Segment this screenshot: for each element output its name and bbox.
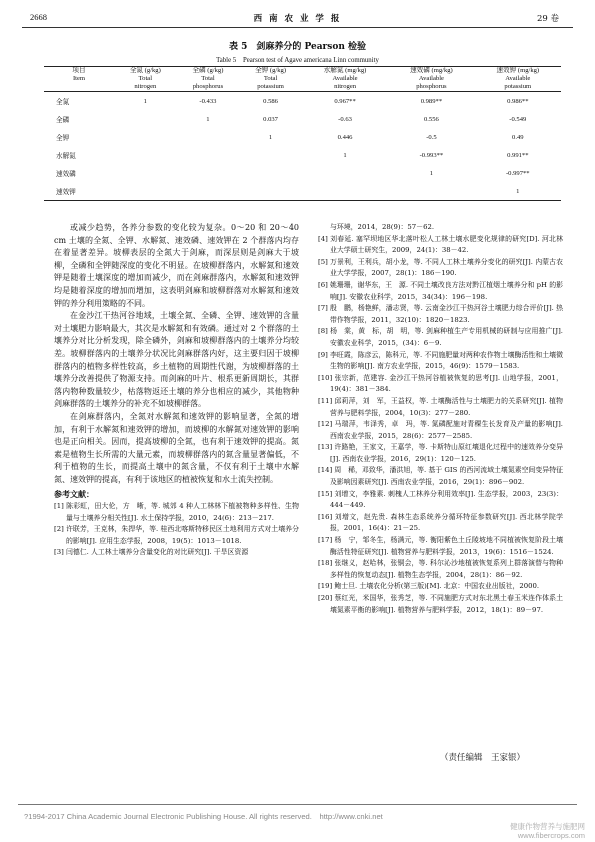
reference-item: [13] 许路艳，王家文，王嘉学，等. 卡斯特山原红壤退化过程中的速效养分变异[J]. 西南农业学报，2016，29(1)：120－125. — [318, 443, 563, 463]
table-cell: 0.989** — [420, 97, 443, 105]
table-header-cell: Total — [201, 75, 215, 82]
table-cell: 1 — [143, 97, 147, 105]
table-cell — [239, 182, 302, 201]
table-header-cell: nitrogen — [302, 83, 388, 92]
reference-item: [4] 刘春延. 塞罕坝地区华北落叶松人工林土壤水肥变化规律的研究[D]. 河北林业大学硕士研究生，2009，24(1)：38－42. — [318, 234, 563, 255]
reference-item: [20] 蔡红光，米国华，张秀芝，等. 不同施肥方式对东北黑土春玉米连作体系土壤氮素平衡的影响[J]. 植物营养与肥料学报，2012，18(1)：89－97. — [318, 594, 563, 614]
table-cell: -0.993** — [419, 151, 444, 159]
table-header-cell — [44, 83, 114, 92]
table-row — [44, 164, 561, 182]
table-cell — [239, 164, 302, 182]
volume-label: 29 卷 — [536, 14, 559, 24]
reference-item: [16] 刘增文，赵先贵. 森林生态系统养分循环特征参数研究[J]. 西北林学院学报，2001，16(4)：21－25. — [318, 512, 563, 533]
reference-item: [5] 万景利，王利兵，胡小龙，等. 不同人工林土壤养分变化的研究[J]. 内蒙古农业大学学报，2007，28(1)：186－190. — [318, 257, 563, 278]
table-header-cell: potassium — [475, 83, 561, 92]
table-cell — [114, 182, 177, 201]
copyright-footer: ?1994-2017 China Academic Journal Electronic Publishing House. All rights reserved. http://www.cnki.net — [24, 812, 383, 821]
table-cell: 1 — [268, 133, 273, 141]
table-header-cell: 速效磷 (mg/kg) — [388, 67, 474, 76]
table-header-cell: 全磷 (g/kg) — [177, 67, 240, 76]
table-row — [44, 182, 561, 201]
row-label: 速效钾 — [44, 182, 114, 201]
reference-item: [7] 殷 鹏，杨艳鲜，潘志贤，等. 云南金沙江干热河谷土壤肥力综合评价[J]. 热带作物学报，2011，32(10)：1820－1823. — [318, 304, 563, 324]
table-cell: 0.986** — [507, 97, 529, 105]
table-header-cell: phosphorus — [388, 83, 474, 92]
right-column — [318, 222, 563, 616]
row-label: 全氮 — [56, 99, 70, 106]
table-row — [44, 146, 561, 164]
table-cell: -0.433 — [199, 97, 217, 105]
reference-item: [10] 张宗新，范建容. 金沙江干热河谷植被恢复的思考[J]. 山地学报，2001，19(4)：381－384. — [318, 373, 563, 394]
table-cell: 1 — [206, 115, 210, 123]
row-label: 全磷 — [56, 117, 70, 124]
reference-item: [8] 杨 棠，黄 标，胡 明，等. 剑麻种植生产专用机械的研制与应用推广[J]. 安徽农业科学，2015，(34)：6－9. — [318, 327, 563, 347]
table-caption-en: Table 5 Pearson test of Agave americana Linn community — [216, 57, 379, 64]
reference-item: 与环境，2014，28(9)：57－62. — [330, 223, 435, 231]
reference-item: [1] 陈彩虹，田大伦，方 晰，等. 城郊 4 种人工林林下植被物种多样性、生物量与土壤养分相关性[J]. 水土保持学报，2010，24(6)：213－217. — [54, 502, 299, 522]
left-column — [54, 222, 299, 559]
responsible-editor: （责任编辑 王家银） — [439, 753, 525, 763]
reference-item: [17] 杨 宁，邹冬生，杨满元，等. 衡阳紫色土丘陵坡地不同植被恢复阶段土壤酶活性特征研究[J]. 植物营养与肥料学报，2013，19(6)：1516－1524. — [318, 536, 563, 556]
table-cell: -0.63 — [338, 115, 352, 123]
table-cell: 1 — [343, 151, 347, 159]
watermark-line: 健康作物营养与施肥网 — [510, 822, 585, 831]
table-header-cell: 水解氮 (mg/kg) — [302, 67, 388, 76]
reference-item: [12] 马瑞萍，韦泽秀，卓 玛，等. 氮磷配施对青稞生长发育及产量的影响[J]. 西南农业学报，2015，28(6)：2577－2585. — [318, 420, 563, 440]
table-cell — [114, 128, 177, 146]
table-cell: 0.49 — [512, 133, 524, 141]
table-row — [44, 128, 561, 146]
reference-item: [14] 周 稀，邓致华，潘洪旭，等. 基于 GIS 的西河流域土壤氮素空间变异特征及影响因素研究[J]. 西南农业学报，2016，29(1)：896－902. — [318, 466, 563, 487]
table-cell — [114, 110, 177, 128]
table-cell: 0.446 — [337, 133, 353, 141]
body-paragraph: 在剑麻群落内，全氮对水解氮和速效钾的影响显著，全氮的增加，有利于水解氮和速效钾的增加，而坡柳的水解氮对速效钾的影响也是正向相关。因而，提高坡柳的全氮，也有利于速效钾的提高。氮素是植物生长所需的大量元素，而坡柳群落内的氮含量显著偏低，不利于植物的生长，而提高土壤中的氮含量，不仅有利于土壤中水解氮、速效钾的提高，有利于该地区的植被恢复和水土流失控制。 — [54, 411, 299, 484]
journal-name: 西 南 农 业 学 报 — [253, 14, 342, 24]
table-cell: 0.586 — [263, 97, 278, 105]
row-label: 水解氮 — [56, 153, 76, 160]
reference-item: [3] 闫德仁. 人工林土壤养分含量变化的对比研究[J]. 干旱区资源 — [54, 548, 249, 557]
table-header-cell: potassium — [239, 83, 302, 92]
table-header-cell: 全氮 (g/kg) — [114, 67, 177, 76]
footer-rule — [18, 804, 577, 805]
table-header-cell: Item — [72, 75, 86, 82]
table-cell: -0.549 — [509, 115, 527, 123]
reference-item: [19] 鲍士旦. 土壤农化分析(第三版)[M]. 北京：中国农业出版社，2000. — [318, 582, 540, 591]
pearson-table — [44, 66, 561, 201]
table-header-cell: Available — [418, 75, 444, 82]
reference-item: [15] 刘增文，李雅素. 刺槐人工林养分利用效率[J]. 生态学报，2003，23(3)：444－449. — [318, 489, 563, 510]
table-header-cell: 项目 — [44, 67, 114, 76]
row-label: 速效磷 — [56, 171, 76, 178]
row-label: 全钾 — [56, 135, 70, 142]
table-cell: 0.037 — [263, 115, 278, 123]
table-header-cell: 速效钾 (mg/kg) — [475, 67, 561, 76]
table-cell — [114, 164, 177, 182]
page-number: 2668 — [30, 12, 47, 22]
table-cell: -0.997** — [505, 169, 530, 177]
reference-item: [2] 许联芳，王克林，朱捍华，等. 桂西北喀斯特移民区土地利用方式对土壤养分的影响[J]. 应用生态学报，2008，19(5)：1013－1018. — [54, 525, 299, 545]
table-cell — [302, 164, 388, 182]
header-rule — [22, 27, 573, 28]
watermark-url: www.fibercrops.com — [517, 831, 585, 840]
reference-item: [11] 邱莉萍，刘 军，王益权，等. 土壤酶活性与土壤肥力的关系研究[J]. 植物营养与肥料学报，2004，10(3)：277－280. — [318, 396, 563, 417]
watermark — [510, 822, 585, 840]
table-header-cell: Available — [332, 75, 358, 82]
table-row — [44, 92, 561, 111]
table-cell: 0.991** — [507, 151, 529, 159]
table-cell — [177, 164, 240, 182]
table-cell: 1 — [475, 182, 561, 201]
table-cell — [239, 146, 302, 164]
body-paragraph: 在金沙江干热河谷地域，土壤全氮、全磷、全钾、速效钾的含量对土壤肥力影响最大，其次是水解氮和有效磷。通过对 2 个群落的土壤养分对比分析发现，除全磷外，剑麻和坡柳群落内的土壤养分均较差。坡柳群落内的土壤养分状况比剑麻群落内好，这主要归因于坡柳群落内的植物多样性较高，乡土植物的周期性代谢，为坡柳群落的土壤养分改善提供了物源支持。而剑麻的叶片、根系更新周期长，其群落内物种数量较少，枯落物返还土壤的养分也相应的减少，其他物种剑麻群落的土壤养分的补充不如坡柳群落。 — [54, 311, 299, 409]
table-cell: 0.967** — [334, 97, 356, 105]
table-header-cell: 全钾 (g/kg) — [239, 67, 302, 76]
reference-item: [9] 李旺霞，陈彦云，陈科元，等. 不同施肥量对两种农作物土壤酶活性和土壤微生物的影响[J]. 南方农业学报，2015，46(9)：1579－1583. — [318, 350, 563, 371]
table-header-cell: Available — [505, 75, 531, 82]
reference-item: [18] 张继义，赵哈林，张铜会，等. 科尔沁沙地植被恢复系列上群落演替与物种多样性的恢复动态[J]. 植物生态学报，2004，28(1)：86－92. — [318, 559, 563, 579]
table-cell: -0.5 — [426, 133, 437, 141]
table-cell — [177, 128, 240, 146]
table-cell — [114, 146, 177, 164]
table-header-cell: Total — [138, 75, 153, 82]
reference-item: [6] 姚珊珊，谢华东，王 源. 不同土壤改良方法对黔江植烟土壤养分和 pH 的影响[J]. 安徽农业科学，2015，34(34)：196－198. — [318, 280, 563, 301]
body-paragraph: 或减少趋势，各养分参数的变化较为复杂。0～20 和 20～40 cm 土壤的全氮、全钾、水解氮、速效磷、速效钾在 2 个群落内均存在着显著差异。坡柳表层的全氮大于剑麻，而深层则是剑麻大于坡柳，全磷和全钾随深度的变化不明显。在坡柳群落内，水解氮和速效钾是随着土壤深度的增加而减少，而在剑麻群落内，水解氮和速效钾均是随着深度的增加而增加，这表明剑麻和坡柳群落对水解氮和速效钾的养分利用策略的不同。 — [54, 223, 299, 308]
table-header-cell: phosphorus — [177, 83, 240, 92]
table-cell — [177, 146, 240, 164]
table-cell — [388, 182, 474, 201]
table-header-cell: Total — [263, 75, 278, 82]
table-cell: 0.556 — [423, 115, 439, 123]
page-header — [22, 12, 573, 26]
references-title: 参考文献： — [54, 489, 94, 500]
table-row — [44, 110, 561, 128]
table-cell — [177, 182, 240, 201]
table-caption-cn: 表 5 剑麻养分的 Pearson 检验 — [228, 42, 367, 52]
table-header-cell: nitrogen — [114, 83, 177, 92]
table-cell: 1 — [429, 169, 434, 177]
table-cell — [302, 182, 388, 201]
